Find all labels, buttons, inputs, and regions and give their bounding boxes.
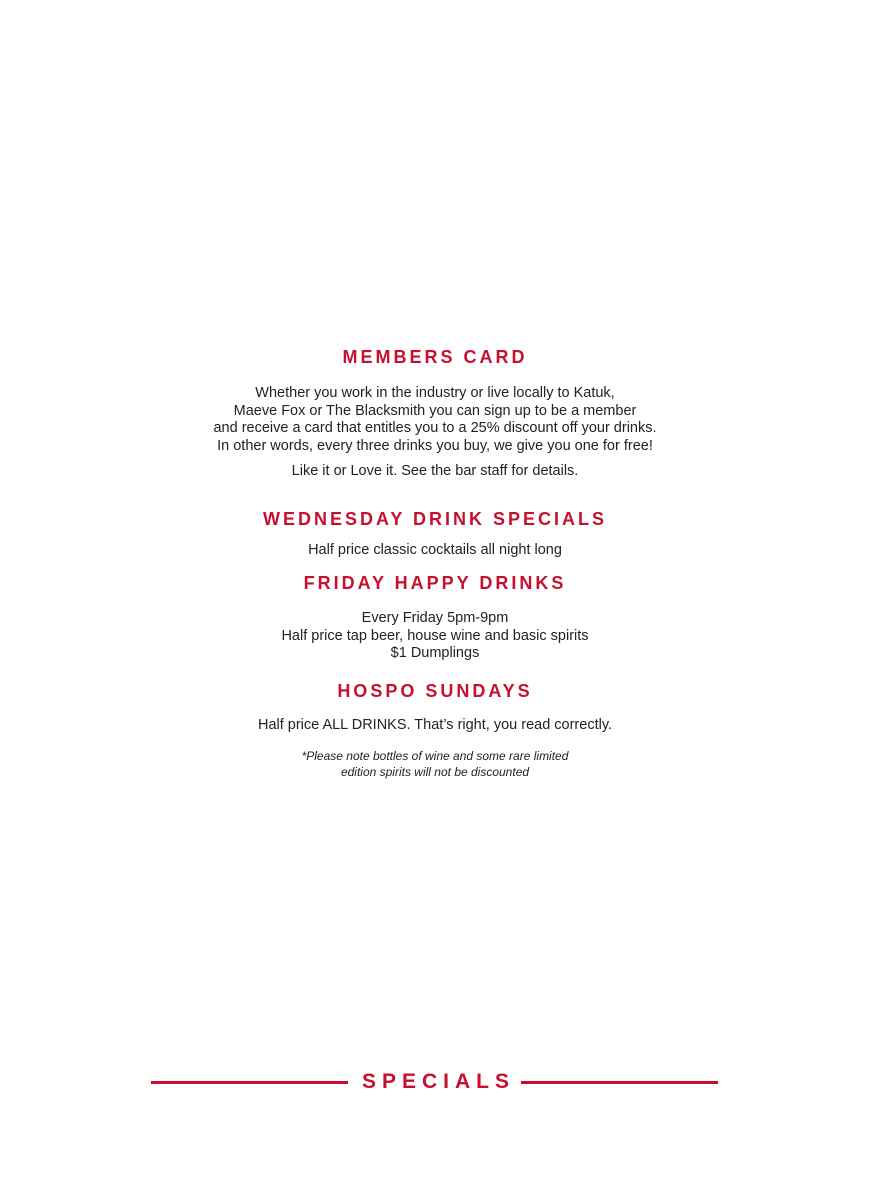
disclaimer-line: *Please note bottles of wine and some rare limited <box>301 749 569 763</box>
friday-line: Every Friday 5pm-9pm <box>361 610 509 626</box>
members-card-line: and receive a card that entitles you to a 25% discount off your drinks. <box>213 420 657 436</box>
members-card-note: Like it or Love it. See the bar staff for details. <box>291 463 579 479</box>
friday-line: $1 Dumplings <box>390 645 480 661</box>
disclaimer-line: edition spirits will not be discounted <box>340 765 530 779</box>
members-card-line: In other words, every three drinks you buy, we give you one for free! <box>217 437 653 454</box>
members-card-line: Maeve Fox or The Blacksmith you can sign up to be a member <box>233 402 637 419</box>
friday-line: Half price tap beer, house wine and basic spirits <box>281 627 589 644</box>
page-footer <box>151 1068 718 1096</box>
friday-happy-drinks-heading: FRIDAY HAPPY DRINKS <box>303 573 567 593</box>
members-card-description <box>0 385 870 455</box>
wednesday-specials-heading: WEDNESDAY DRINK SPECIALS <box>262 508 608 529</box>
footer-divider-left <box>151 1081 348 1084</box>
members-card-heading: MEMBERS CARD <box>342 347 528 367</box>
hospo-sundays-heading: HOSPO SUNDAYS <box>337 680 533 701</box>
wednesday-specials-text: Half price classic cocktails all night long <box>308 541 562 558</box>
members-card-line: Whether you work in the industry or live locally to Katuk, <box>255 385 615 401</box>
discount-disclaimer <box>0 748 870 780</box>
friday-happy-drinks-description <box>0 610 870 663</box>
footer-divider-right <box>521 1081 718 1084</box>
specials-content <box>0 345 870 780</box>
hospo-sundays-text: Half price ALL DRINKS. That’s right, you read correctly. <box>257 716 613 733</box>
page-title: SPECIALS <box>361 1070 516 1093</box>
